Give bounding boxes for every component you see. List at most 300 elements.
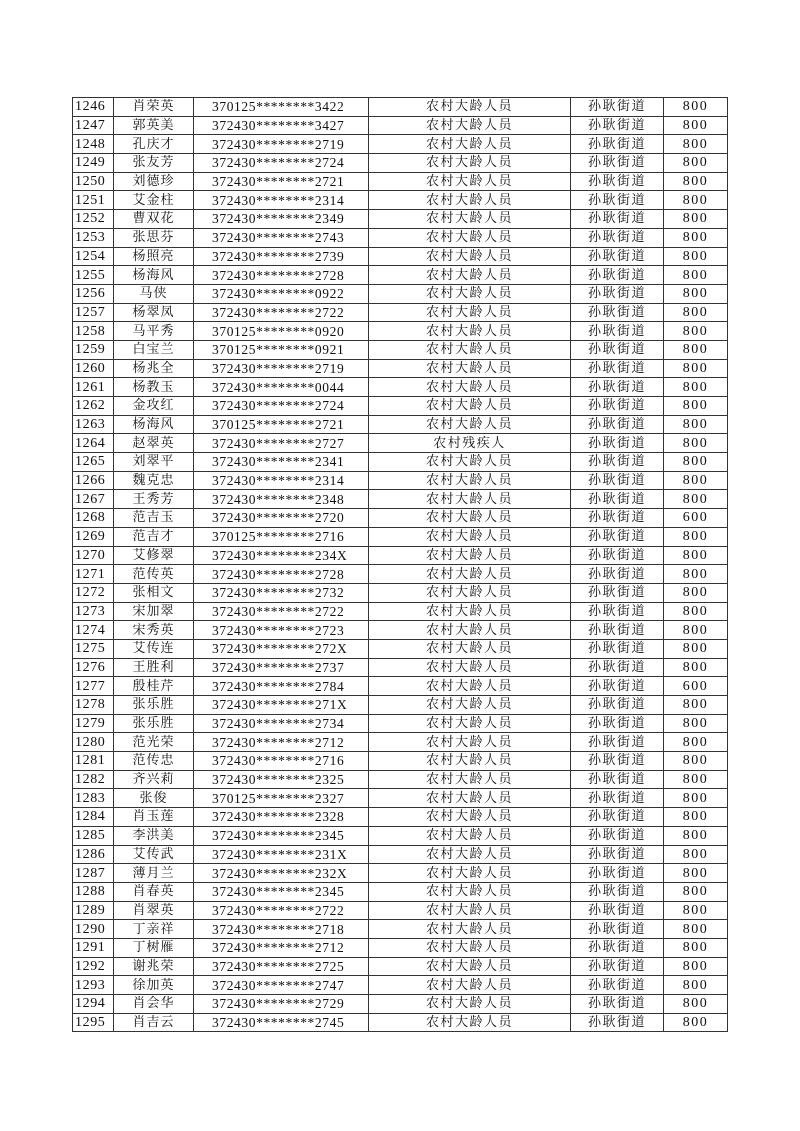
- amount-cell: 800: [664, 976, 728, 995]
- id-number-cell: 372430********2722: [194, 303, 369, 322]
- amount-cell: 800: [664, 303, 728, 322]
- category-cell: 农村大龄人员: [369, 621, 571, 640]
- table-row: [73, 415, 728, 434]
- street-cell: 孙耿街道: [571, 546, 664, 565]
- amount-cell: 800: [664, 247, 728, 266]
- street-cell: 孙耿街道: [571, 696, 664, 715]
- name-cell: 马侠: [114, 284, 194, 303]
- table-row: [73, 733, 728, 752]
- table-row: [73, 957, 728, 976]
- name-cell: 张俊: [114, 789, 194, 808]
- name-cell: 杨海风: [114, 266, 194, 285]
- id-number-cell: 372430********2345: [194, 882, 369, 901]
- row-number-cell: 1251: [73, 191, 114, 210]
- amount-cell: 800: [664, 864, 728, 883]
- name-cell: 马平秀: [114, 322, 194, 341]
- table-row: [73, 172, 728, 191]
- amount-cell: 800: [664, 172, 728, 191]
- amount-cell: 800: [664, 995, 728, 1014]
- category-cell: 农村大龄人员: [369, 546, 571, 565]
- name-cell: 肖玉莲: [114, 808, 194, 827]
- row-number-cell: 1295: [73, 1013, 114, 1032]
- name-cell: 杨兆全: [114, 359, 194, 378]
- name-cell: 肖翠英: [114, 901, 194, 920]
- amount-cell: 800: [664, 658, 728, 677]
- id-number-cell: 372430********0922: [194, 284, 369, 303]
- id-number-cell: 372430********2716: [194, 752, 369, 771]
- name-cell: 杨海风: [114, 415, 194, 434]
- row-number-cell: 1265: [73, 453, 114, 472]
- name-cell: 宋加翠: [114, 602, 194, 621]
- table-row: [73, 509, 728, 528]
- category-cell: 农村大龄人员: [369, 340, 571, 359]
- row-number-cell: 1285: [73, 826, 114, 845]
- amount-cell: 600: [664, 677, 728, 696]
- name-cell: 范光荣: [114, 733, 194, 752]
- category-cell: 农村大龄人员: [369, 770, 571, 789]
- street-cell: 孙耿街道: [571, 583, 664, 602]
- row-number-cell: 1269: [73, 527, 114, 546]
- amount-cell: 800: [664, 434, 728, 453]
- table-row: [73, 901, 728, 920]
- street-cell: 孙耿街道: [571, 789, 664, 808]
- row-number-cell: 1250: [73, 172, 114, 191]
- id-number-cell: 372430********2737: [194, 658, 369, 677]
- amount-cell: 800: [664, 696, 728, 715]
- id-number-cell: 372430********2725: [194, 957, 369, 976]
- street-cell: 孙耿街道: [571, 976, 664, 995]
- id-number-cell: 372430********2734: [194, 714, 369, 733]
- name-cell: 张相文: [114, 583, 194, 602]
- name-cell: 张思芬: [114, 228, 194, 247]
- table-row: [73, 583, 728, 602]
- name-cell: 殷桂芹: [114, 677, 194, 696]
- id-number-cell: 372430********2718: [194, 920, 369, 939]
- id-number-cell: 372430********2743: [194, 228, 369, 247]
- category-cell: 农村大龄人员: [369, 677, 571, 696]
- table-row: [73, 340, 728, 359]
- category-cell: 农村大龄人员: [369, 864, 571, 883]
- amount-cell: 800: [664, 621, 728, 640]
- id-number-cell: 372430********2722: [194, 602, 369, 621]
- amount-cell: 800: [664, 527, 728, 546]
- id-number-cell: 370125********0920: [194, 322, 369, 341]
- table-row: [73, 938, 728, 957]
- category-cell: 农村大龄人员: [369, 247, 571, 266]
- id-number-cell: 372430********272X: [194, 639, 369, 658]
- street-cell: 孙耿街道: [571, 378, 664, 397]
- id-number-cell: 370125********3422: [194, 98, 369, 117]
- street-cell: 孙耿街道: [571, 266, 664, 285]
- row-number-cell: 1261: [73, 378, 114, 397]
- table-row: [73, 882, 728, 901]
- id-number-cell: 372430********2719: [194, 359, 369, 378]
- roster-table-body: [73, 98, 728, 1032]
- street-cell: 孙耿街道: [571, 864, 664, 883]
- street-cell: 孙耿街道: [571, 210, 664, 229]
- street-cell: 孙耿街道: [571, 453, 664, 472]
- category-cell: 农村大龄人员: [369, 284, 571, 303]
- category-cell: 农村大龄人员: [369, 303, 571, 322]
- row-number-cell: 1267: [73, 490, 114, 509]
- id-number-cell: 372430********2348: [194, 490, 369, 509]
- street-cell: 孙耿街道: [571, 284, 664, 303]
- id-number-cell: 372430********2314: [194, 191, 369, 210]
- street-cell: 孙耿街道: [571, 882, 664, 901]
- category-cell: 农村大龄人员: [369, 322, 571, 341]
- id-number-cell: 372430********3427: [194, 116, 369, 135]
- table-row: [73, 471, 728, 490]
- table-row: [73, 135, 728, 154]
- category-cell: 农村大龄人员: [369, 359, 571, 378]
- amount-cell: 800: [664, 602, 728, 621]
- id-number-cell: 372430********2712: [194, 938, 369, 957]
- row-number-cell: 1262: [73, 397, 114, 416]
- category-cell: 农村大龄人员: [369, 154, 571, 173]
- category-cell: 农村大龄人员: [369, 1013, 571, 1032]
- row-number-cell: 1266: [73, 471, 114, 490]
- amount-cell: 800: [664, 845, 728, 864]
- table-row: [73, 639, 728, 658]
- category-cell: 农村大龄人员: [369, 509, 571, 528]
- table-row: [73, 696, 728, 715]
- table-row: [73, 864, 728, 883]
- table-row: [73, 845, 728, 864]
- amount-cell: 800: [664, 920, 728, 939]
- name-cell: 范传忠: [114, 752, 194, 771]
- name-cell: 丁树雁: [114, 938, 194, 957]
- category-cell: 农村残疾人: [369, 434, 571, 453]
- row-number-cell: 1294: [73, 995, 114, 1014]
- row-number-cell: 1274: [73, 621, 114, 640]
- street-cell: 孙耿街道: [571, 490, 664, 509]
- table-row: [73, 303, 728, 322]
- id-number-cell: 372430********2724: [194, 397, 369, 416]
- row-number-cell: 1270: [73, 546, 114, 565]
- table-row: [73, 920, 728, 939]
- name-cell: 杨翠凤: [114, 303, 194, 322]
- name-cell: 赵翠英: [114, 434, 194, 453]
- name-cell: 谢兆荣: [114, 957, 194, 976]
- category-cell: 农村大龄人员: [369, 752, 571, 771]
- street-cell: 孙耿街道: [571, 639, 664, 658]
- amount-cell: 800: [664, 154, 728, 173]
- row-number-cell: 1292: [73, 957, 114, 976]
- id-number-cell: 372430********2747: [194, 976, 369, 995]
- category-cell: 农村大龄人员: [369, 957, 571, 976]
- id-number-cell: 370125********0921: [194, 340, 369, 359]
- table-row: [73, 359, 728, 378]
- category-cell: 农村大龄人员: [369, 415, 571, 434]
- street-cell: 孙耿街道: [571, 434, 664, 453]
- category-cell: 农村大龄人员: [369, 845, 571, 864]
- id-number-cell: 372430********2745: [194, 1013, 369, 1032]
- row-number-cell: 1289: [73, 901, 114, 920]
- table-row: [73, 995, 728, 1014]
- name-cell: 张乐胜: [114, 696, 194, 715]
- id-number-cell: 372430********2732: [194, 583, 369, 602]
- amount-cell: 800: [664, 583, 728, 602]
- category-cell: 农村大龄人员: [369, 490, 571, 509]
- row-number-cell: 1271: [73, 565, 114, 584]
- name-cell: 艾金柱: [114, 191, 194, 210]
- street-cell: 孙耿街道: [571, 116, 664, 135]
- table-row: [73, 658, 728, 677]
- table-row: [73, 602, 728, 621]
- street-cell: 孙耿街道: [571, 714, 664, 733]
- category-cell: 农村大龄人员: [369, 826, 571, 845]
- street-cell: 孙耿街道: [571, 527, 664, 546]
- table-row: [73, 546, 728, 565]
- table-row: [73, 247, 728, 266]
- row-number-cell: 1268: [73, 509, 114, 528]
- amount-cell: 800: [664, 639, 728, 658]
- amount-cell: 800: [664, 752, 728, 771]
- table-row: [73, 621, 728, 640]
- id-number-cell: 372430********2721: [194, 172, 369, 191]
- amount-cell: 600: [664, 509, 728, 528]
- row-number-cell: 1260: [73, 359, 114, 378]
- row-number-cell: 1264: [73, 434, 114, 453]
- id-number-cell: 372430********2325: [194, 770, 369, 789]
- row-number-cell: 1278: [73, 696, 114, 715]
- row-number-cell: 1255: [73, 266, 114, 285]
- row-number-cell: 1273: [73, 602, 114, 621]
- amount-cell: 800: [664, 770, 728, 789]
- category-cell: 农村大龄人员: [369, 920, 571, 939]
- row-number-cell: 1279: [73, 714, 114, 733]
- name-cell: 丁亲祥: [114, 920, 194, 939]
- category-cell: 农村大龄人员: [369, 116, 571, 135]
- category-cell: 农村大龄人员: [369, 901, 571, 920]
- amount-cell: 800: [664, 322, 728, 341]
- table-row: [73, 490, 728, 509]
- street-cell: 孙耿街道: [571, 191, 664, 210]
- street-cell: 孙耿街道: [571, 901, 664, 920]
- row-number-cell: 1282: [73, 770, 114, 789]
- category-cell: 农村大龄人员: [369, 191, 571, 210]
- street-cell: 孙耿街道: [571, 621, 664, 640]
- id-number-cell: 372430********2729: [194, 995, 369, 1014]
- name-cell: 刘德珍: [114, 172, 194, 191]
- name-cell: 孔庆才: [114, 135, 194, 154]
- table-row: [73, 191, 728, 210]
- table-row: [73, 154, 728, 173]
- table-row: [73, 228, 728, 247]
- street-cell: 孙耿街道: [571, 228, 664, 247]
- name-cell: 杨照亮: [114, 247, 194, 266]
- name-cell: 肖荣英: [114, 98, 194, 117]
- row-number-cell: 1284: [73, 808, 114, 827]
- street-cell: 孙耿街道: [571, 340, 664, 359]
- row-number-cell: 1275: [73, 639, 114, 658]
- row-number-cell: 1252: [73, 210, 114, 229]
- row-number-cell: 1276: [73, 658, 114, 677]
- name-cell: 肖吉云: [114, 1013, 194, 1032]
- table-row: [73, 210, 728, 229]
- name-cell: 艾传武: [114, 845, 194, 864]
- amount-cell: 800: [664, 714, 728, 733]
- table-row: [73, 453, 728, 472]
- row-number-cell: 1281: [73, 752, 114, 771]
- name-cell: 肖会华: [114, 995, 194, 1014]
- roster-table: [72, 97, 728, 1032]
- name-cell: 齐兴莉: [114, 770, 194, 789]
- amount-cell: 800: [664, 378, 728, 397]
- row-number-cell: 1277: [73, 677, 114, 696]
- amount-cell: 800: [664, 340, 728, 359]
- id-number-cell: 372430********2349: [194, 210, 369, 229]
- category-cell: 农村大龄人员: [369, 172, 571, 191]
- table-row: [73, 378, 728, 397]
- amount-cell: 800: [664, 808, 728, 827]
- name-cell: 金攻红: [114, 397, 194, 416]
- category-cell: 农村大龄人员: [369, 397, 571, 416]
- category-cell: 农村大龄人员: [369, 527, 571, 546]
- id-number-cell: 372430********232X: [194, 864, 369, 883]
- table-row: [73, 266, 728, 285]
- name-cell: 李洪美: [114, 826, 194, 845]
- amount-cell: 800: [664, 284, 728, 303]
- name-cell: 魏克忠: [114, 471, 194, 490]
- name-cell: 张乐胜: [114, 714, 194, 733]
- category-cell: 农村大龄人员: [369, 658, 571, 677]
- street-cell: 孙耿街道: [571, 938, 664, 957]
- name-cell: 艾传连: [114, 639, 194, 658]
- street-cell: 孙耿街道: [571, 471, 664, 490]
- category-cell: 农村大龄人员: [369, 471, 571, 490]
- street-cell: 孙耿街道: [571, 770, 664, 789]
- id-number-cell: 372430********2723: [194, 621, 369, 640]
- category-cell: 农村大龄人员: [369, 938, 571, 957]
- street-cell: 孙耿街道: [571, 677, 664, 696]
- id-number-cell: 372430********234X: [194, 546, 369, 565]
- row-number-cell: 1290: [73, 920, 114, 939]
- table-row: [73, 98, 728, 117]
- amount-cell: 800: [664, 191, 728, 210]
- id-number-cell: 372430********2739: [194, 247, 369, 266]
- amount-cell: 800: [664, 415, 728, 434]
- category-cell: 农村大龄人员: [369, 602, 571, 621]
- category-cell: 农村大龄人员: [369, 639, 571, 658]
- amount-cell: 800: [664, 116, 728, 135]
- row-number-cell: 1259: [73, 340, 114, 359]
- id-number-cell: 372430********2728: [194, 565, 369, 584]
- row-number-cell: 1293: [73, 976, 114, 995]
- street-cell: 孙耿街道: [571, 957, 664, 976]
- name-cell: 杨教玉: [114, 378, 194, 397]
- table-row: [73, 565, 728, 584]
- row-number-cell: 1280: [73, 733, 114, 752]
- amount-cell: 800: [664, 228, 728, 247]
- id-number-cell: 372430********2719: [194, 135, 369, 154]
- row-number-cell: 1246: [73, 98, 114, 117]
- street-cell: 孙耿街道: [571, 752, 664, 771]
- category-cell: 农村大龄人员: [369, 696, 571, 715]
- row-number-cell: 1257: [73, 303, 114, 322]
- table-row: [73, 826, 728, 845]
- category-cell: 农村大龄人员: [369, 565, 571, 584]
- name-cell: 范吉才: [114, 527, 194, 546]
- id-number-cell: 372430********0044: [194, 378, 369, 397]
- street-cell: 孙耿街道: [571, 565, 664, 584]
- amount-cell: 800: [664, 1013, 728, 1032]
- name-cell: 张友芳: [114, 154, 194, 173]
- amount-cell: 800: [664, 733, 728, 752]
- table-row: [73, 1013, 728, 1032]
- street-cell: 孙耿街道: [571, 826, 664, 845]
- id-number-cell: 372430********2341: [194, 453, 369, 472]
- category-cell: 农村大龄人员: [369, 98, 571, 117]
- row-number-cell: 1286: [73, 845, 114, 864]
- name-cell: 王秀芳: [114, 490, 194, 509]
- amount-cell: 800: [664, 901, 728, 920]
- row-number-cell: 1283: [73, 789, 114, 808]
- row-number-cell: 1287: [73, 864, 114, 883]
- amount-cell: 800: [664, 565, 728, 584]
- id-number-cell: 372430********231X: [194, 845, 369, 864]
- id-number-cell: 372430********2345: [194, 826, 369, 845]
- street-cell: 孙耿街道: [571, 303, 664, 322]
- amount-cell: 800: [664, 789, 728, 808]
- table-row: [73, 808, 728, 827]
- amount-cell: 800: [664, 266, 728, 285]
- amount-cell: 800: [664, 471, 728, 490]
- name-cell: 曹双花: [114, 210, 194, 229]
- table-row: [73, 527, 728, 546]
- table-row: [73, 770, 728, 789]
- amount-cell: 800: [664, 938, 728, 957]
- street-cell: 孙耿街道: [571, 733, 664, 752]
- id-number-cell: 372430********2720: [194, 509, 369, 528]
- amount-cell: 800: [664, 490, 728, 509]
- street-cell: 孙耿街道: [571, 359, 664, 378]
- name-cell: 范吉玉: [114, 509, 194, 528]
- row-number-cell: 1263: [73, 415, 114, 434]
- row-number-cell: 1288: [73, 882, 114, 901]
- street-cell: 孙耿街道: [571, 602, 664, 621]
- amount-cell: 800: [664, 397, 728, 416]
- name-cell: 徐加英: [114, 976, 194, 995]
- table-row: [73, 397, 728, 416]
- category-cell: 农村大龄人员: [369, 976, 571, 995]
- row-number-cell: 1256: [73, 284, 114, 303]
- id-number-cell: 372430********2328: [194, 808, 369, 827]
- name-cell: 王胜利: [114, 658, 194, 677]
- category-cell: 农村大龄人员: [369, 808, 571, 827]
- street-cell: 孙耿街道: [571, 920, 664, 939]
- street-cell: 孙耿街道: [571, 995, 664, 1014]
- row-number-cell: 1272: [73, 583, 114, 602]
- table-row: [73, 322, 728, 341]
- category-cell: 农村大龄人员: [369, 210, 571, 229]
- row-number-cell: 1249: [73, 154, 114, 173]
- id-number-cell: 372430********2727: [194, 434, 369, 453]
- street-cell: 孙耿街道: [571, 322, 664, 341]
- amount-cell: 800: [664, 98, 728, 117]
- category-cell: 农村大龄人员: [369, 583, 571, 602]
- id-number-cell: 370125********2327: [194, 789, 369, 808]
- id-number-cell: 372430********2728: [194, 266, 369, 285]
- category-cell: 农村大龄人员: [369, 135, 571, 154]
- amount-cell: 800: [664, 957, 728, 976]
- id-number-cell: 372430********271X: [194, 696, 369, 715]
- id-number-cell: 372430********2314: [194, 471, 369, 490]
- amount-cell: 800: [664, 882, 728, 901]
- name-cell: 白宝兰: [114, 340, 194, 359]
- amount-cell: 800: [664, 210, 728, 229]
- street-cell: 孙耿街道: [571, 509, 664, 528]
